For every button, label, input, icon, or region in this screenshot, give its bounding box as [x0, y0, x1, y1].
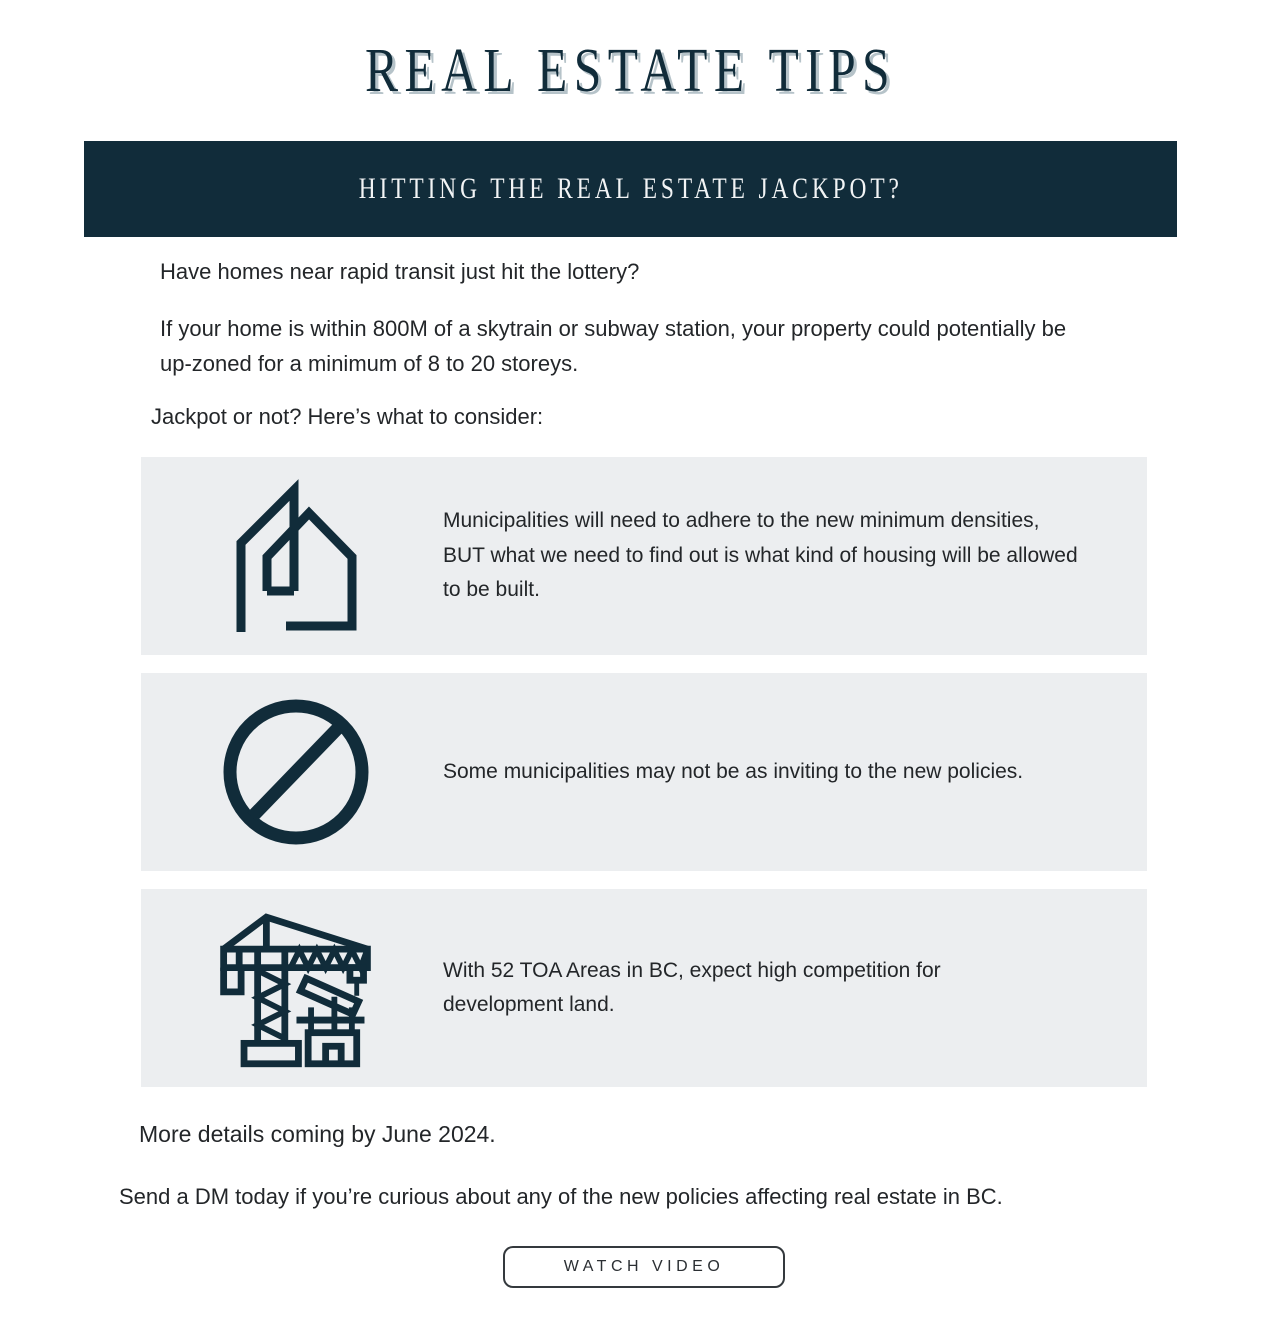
intro-detail — [160, 311, 1066, 381]
card-text-line: Some municipalities may not be as inviting to the new policies. — [443, 759, 1024, 783]
intro-detail-line-2: up-zoned for a minimum of 8 to 20 storeys. — [160, 351, 579, 376]
banner-heading: HITTING THE REAL ESTATE JACKPOT? — [358, 172, 903, 205]
card-text — [443, 755, 1023, 790]
info-card-competition — [141, 889, 1147, 1087]
card-text-line: Municipalities will need to adhere to the new minimum densities, — [443, 509, 1040, 533]
card-text-line: With 52 TOA Areas in BC, expect high competition for — [443, 958, 941, 982]
timeline-note: More details coming by June 2024. — [139, 1121, 496, 1147]
no-entry-icon — [211, 697, 381, 847]
intro-hook: Have homes near rapid transit just hit the lottery? — [160, 259, 640, 284]
house-outline-icon — [211, 479, 381, 634]
card-text-line: BUT what we need to find out is what kind of housing will be allowed — [443, 543, 1078, 567]
info-card-restrictions — [141, 673, 1147, 871]
lead-in-line: Jackpot or not? Here’s what to consider: — [151, 404, 544, 429]
watch-video-button[interactable]: WATCH VIDEO — [503, 1246, 785, 1288]
page-title: REAL ESTATE TIPS — [364, 37, 897, 105]
card-text-line: development land. — [443, 993, 615, 1016]
banner — [84, 141, 1177, 237]
card-text-line: to be built. — [443, 578, 540, 602]
intro-detail-line-1: If your home is within 800M of a skytrain or subway station, your property could potentially be — [160, 316, 1067, 341]
card-text — [443, 954, 941, 1023]
card-text — [443, 504, 1078, 608]
info-card-housing — [141, 457, 1147, 655]
dm-cta-note: Send a DM today if you’re curious about any of the new policies affecting real estate in BC. — [119, 1184, 1003, 1209]
construction-crane-icon — [211, 904, 381, 1072]
